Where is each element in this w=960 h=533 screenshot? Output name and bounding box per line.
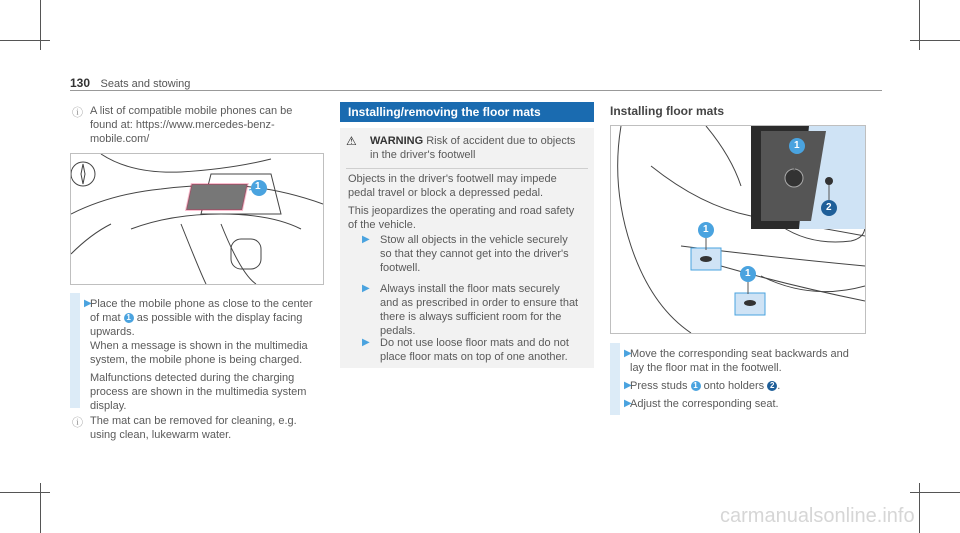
crop-mark — [40, 483, 41, 533]
body-line: of the vehicle. — [348, 219, 416, 231]
callout-badge: 1 — [124, 313, 134, 323]
step-line: display. — [90, 400, 127, 412]
step-line: upwards. — [90, 326, 135, 338]
warning-box — [340, 128, 594, 368]
dashboard-illustration — [71, 154, 323, 284]
figure-callout-1: 1 — [703, 224, 709, 235]
step-line: system, the mobile phone is being charged. — [90, 354, 303, 366]
crop-mark — [910, 492, 960, 493]
step-line: Always install the floor mats securely — [380, 283, 560, 295]
crop-mark — [40, 0, 41, 50]
warning-body — [348, 172, 588, 232]
warning-label: WARNING — [370, 135, 424, 147]
header-rule — [70, 90, 882, 91]
step-line: Move the corresponding seat backwards and — [630, 348, 849, 360]
right-heading: Installing floor mats — [610, 104, 725, 118]
step-line: When a message is shown in the multimedia — [90, 340, 308, 352]
body-line: Objects in the driver's footwell may impede — [348, 173, 557, 185]
figure-callout-1: 1 — [745, 268, 751, 279]
step-line: place floor mats on top of one another. — [380, 351, 568, 363]
step-line: so that they cannot get into the driver's — [380, 248, 569, 260]
step-line: Malfunctions detected during the charging — [90, 372, 295, 384]
warning-triangle-icon: ⚠ — [346, 134, 357, 148]
step-arrow-icon: ▶ — [362, 337, 370, 348]
step-line: Do not use loose floor mats and do not — [380, 337, 569, 349]
step-line: Place the mobile phone as close to the center — [90, 298, 313, 310]
warning-step — [380, 336, 590, 364]
info-bar — [70, 293, 80, 408]
figure-dashboard — [70, 153, 324, 285]
warning-text: in the driver's footwell — [370, 149, 476, 161]
crop-mark — [0, 492, 50, 493]
callout-badge: 2 — [767, 381, 777, 391]
step-text — [630, 379, 870, 393]
body-line: This jeopardizes the operating and road safety — [348, 205, 575, 217]
watermark: carmanualsonline.info — [720, 505, 915, 527]
step-text — [630, 347, 870, 375]
step-fragment: onto holders — [703, 380, 765, 392]
crop-mark — [919, 483, 920, 533]
tip-line: The mat can be removed for cleaning, e.g. — [90, 415, 297, 427]
step-text: Adjust the corresponding seat. — [630, 398, 779, 410]
warning-text: Risk of accident due to objects — [426, 135, 576, 147]
warning-divider — [346, 168, 588, 169]
section-heading-bar — [340, 102, 594, 122]
figure-callout-1: 1 — [794, 140, 800, 151]
step-fragment: of mat — [90, 312, 121, 324]
step-fragment: . — [777, 380, 781, 392]
warning-step — [380, 282, 590, 338]
step-text — [90, 297, 330, 413]
figure-footwell — [610, 125, 866, 334]
step-arrow-icon: ▶ — [362, 283, 370, 294]
step-arrow-icon: ▶ — [624, 380, 632, 391]
step-fragment: Press studs — [630, 380, 688, 392]
step-line: pedals. — [380, 325, 416, 337]
tip-line: using clean, lukewarm water. — [90, 429, 232, 441]
tip-line: A list of compatible mobile phones can be — [90, 105, 293, 117]
tip-text — [90, 414, 330, 442]
crop-mark — [910, 40, 960, 41]
section-title: Seats and stowing — [100, 78, 191, 90]
info-bar — [610, 343, 620, 415]
step-line — [90, 311, 330, 325]
step-line: and as prescribed in order to ensure that — [380, 297, 579, 309]
figure-callout-1: 1 — [255, 181, 261, 192]
tip-line: mobile.com/ — [90, 133, 150, 145]
body-line: pedal travel or block a depressed pedal. — [348, 187, 544, 199]
step-line: Stow all objects in the vehicle securely — [380, 234, 568, 246]
crop-mark — [0, 40, 50, 41]
step-arrow-icon: ▶ — [362, 234, 370, 245]
section-heading: Installing/removing the floor mats — [348, 105, 541, 119]
step-line: process are shown in the multimedia system — [90, 386, 307, 398]
page-number: 130 — [70, 76, 91, 90]
step-line: there is always sufficient room for the — [380, 311, 562, 323]
callout-badge: 1 — [691, 381, 701, 391]
tip-icon: ⓘ — [72, 417, 83, 429]
tip-icon: ⓘ — [72, 107, 83, 119]
step-arrow-icon: ▶ — [84, 298, 92, 309]
footwell-illustration — [611, 126, 865, 333]
crop-mark — [919, 0, 920, 50]
tip-text — [90, 104, 330, 146]
step-line: footwell. — [380, 262, 421, 274]
figure-callout-2: 2 — [826, 202, 832, 213]
step-arrow-icon: ▶ — [624, 398, 632, 409]
tip-line: found at: https://www.mercedes-benz- — [90, 119, 275, 131]
warning-header — [370, 134, 590, 162]
step-line: lay the floor mat in the footwell. — [630, 362, 782, 374]
warning-step — [380, 233, 590, 275]
step-arrow-icon: ▶ — [624, 348, 632, 359]
step-fragment: as possible with the display facing — [136, 312, 303, 324]
